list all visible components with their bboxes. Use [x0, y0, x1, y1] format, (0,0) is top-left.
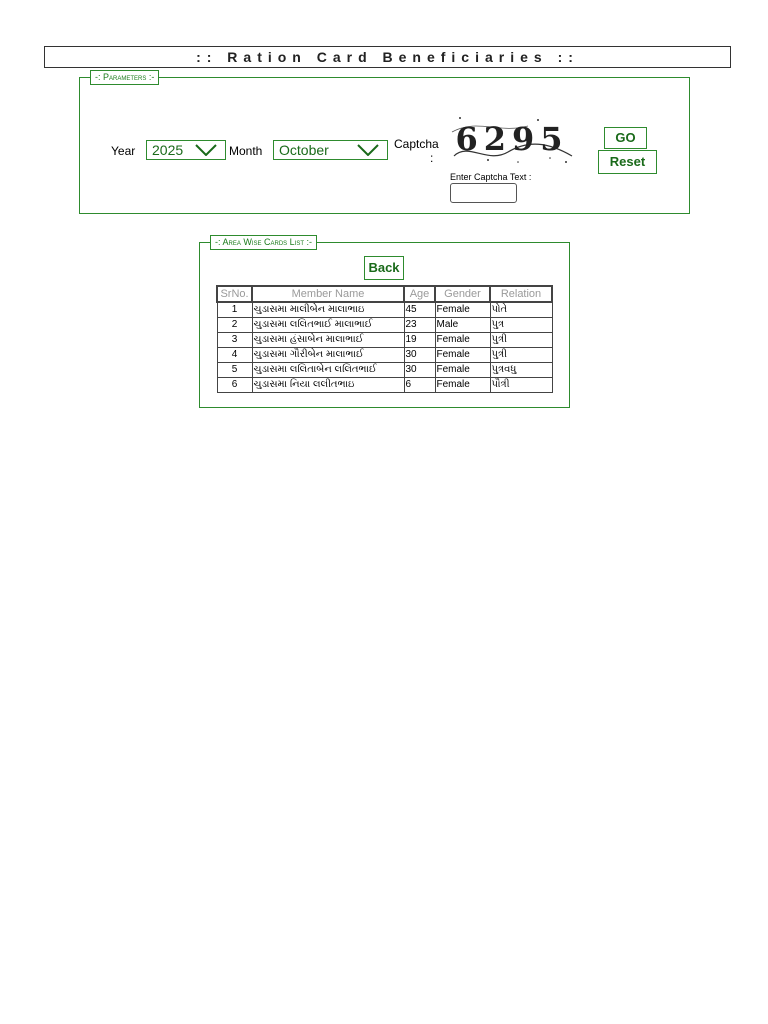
age-cell: 6 — [404, 378, 435, 393]
year-select[interactable] — [146, 140, 226, 160]
member-name-cell: ચુડાસમા માલીબેન માલાભાઇ — [252, 302, 404, 318]
gender-cell: Female — [435, 348, 490, 363]
month-label: Month — [229, 144, 263, 158]
chevron-down-icon — [195, 144, 217, 156]
table-row — [217, 333, 552, 348]
enter-captcha-label: Enter Captcha Text : — [450, 172, 532, 182]
age-cell: 19 — [404, 333, 435, 348]
gender-cell: Female — [435, 333, 490, 348]
member-name-cell: ચુડાસમા લલિતભાઈ માલાભાઈ — [252, 318, 404, 333]
gender-cell: Female — [435, 378, 490, 393]
year-value: 2025 — [152, 142, 184, 158]
age-cell: 45 — [404, 302, 435, 318]
column-header: Gender — [435, 286, 490, 302]
age-cell: 23 — [404, 318, 435, 333]
area-legend: -: Area Wise Cards List :- — [210, 235, 317, 250]
table-header-row — [217, 286, 552, 302]
captcha-input[interactable] — [450, 183, 517, 203]
table-row — [217, 378, 552, 393]
member-name-cell: ચુડાસમા ગૌરીબેન માલાભાઈ — [252, 348, 404, 363]
age-cell: 30 — [404, 363, 435, 378]
relation-cell: પુત્રી — [490, 348, 552, 363]
year-label: Year — [111, 144, 136, 158]
srno-cell: 4 — [217, 348, 252, 363]
member-name-cell: ચુડાસમા લલિતાબેન લલિતભાઈ — [252, 363, 404, 378]
reset-button[interactable]: Reset — [598, 150, 657, 174]
column-header: Age — [404, 286, 435, 302]
srno-cell: 6 — [217, 378, 252, 393]
age-cell: 30 — [404, 348, 435, 363]
captcha-label: Captcha — [394, 137, 439, 151]
relation-cell: પૌત્રી — [490, 378, 552, 393]
member-name-cell: ચુડાસમા હંસાબેન માલાભાઈ — [252, 333, 404, 348]
gender-cell: Female — [435, 363, 490, 378]
captcha-text: 6295 — [455, 120, 569, 158]
srno-cell: 1 — [217, 302, 252, 318]
srno-cell: 3 — [217, 333, 252, 348]
column-header: SrNo. — [217, 286, 252, 302]
member-name-cell: ચુડાસમા નિયા લલીતભાઇ — [252, 378, 404, 393]
relation-cell: પુત્ર — [490, 318, 552, 333]
table-row — [217, 348, 552, 363]
relation-cell: પુત્રવધુ — [490, 363, 552, 378]
captcha-image — [448, 112, 576, 166]
month-value: October — [279, 142, 329, 158]
captcha-colon: : — [430, 151, 434, 165]
column-header: Member Name — [252, 286, 404, 302]
parameters-legend: -: Parameters :- — [90, 70, 159, 85]
gender-cell: Male — [435, 318, 490, 333]
back-button[interactable]: Back — [364, 256, 404, 280]
page-title: :: Ration Card Beneficiaries :: — [44, 46, 731, 68]
column-header: Relation — [490, 286, 552, 302]
srno-cell: 2 — [217, 318, 252, 333]
gender-cell: Female — [435, 302, 490, 318]
go-button[interactable]: GO — [604, 127, 647, 149]
table-row — [217, 363, 552, 378]
relation-cell: પુત્રી — [490, 333, 552, 348]
month-select[interactable] — [273, 140, 388, 160]
members-table — [216, 285, 553, 393]
chevron-down-icon — [357, 144, 379, 156]
table-row — [217, 318, 552, 333]
relation-cell: પોતે — [490, 302, 552, 318]
table-row — [217, 302, 552, 318]
srno-cell: 5 — [217, 363, 252, 378]
